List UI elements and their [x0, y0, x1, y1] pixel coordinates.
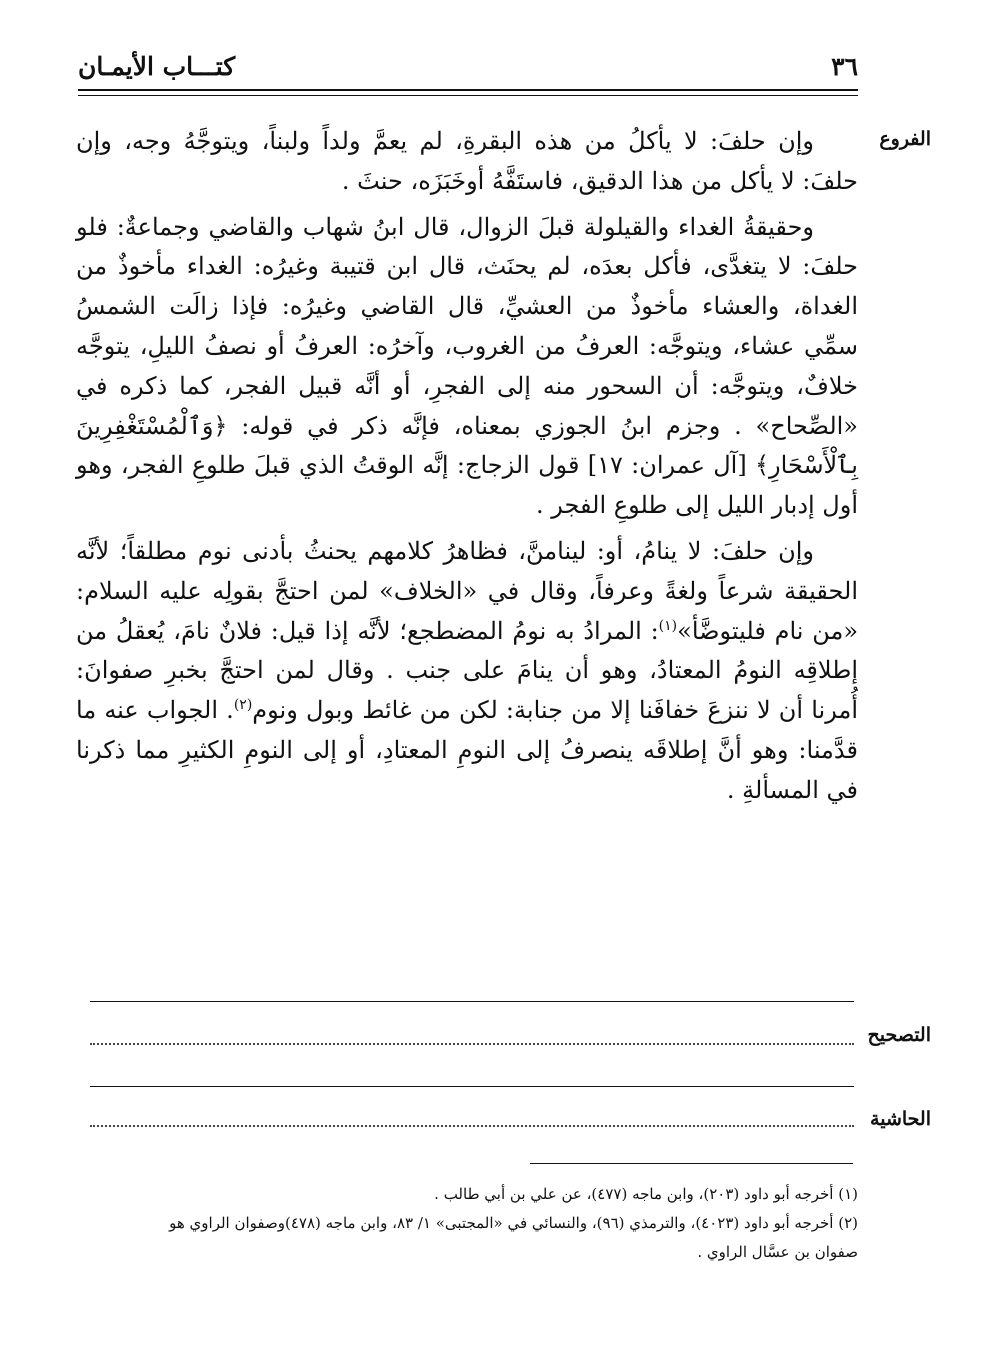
paragraph-2: وحقيقةُ الغداء والقيلولة قبلَ الزوال، قال ابنُ شهاب والقاضي وجماعةٌ: فلو حلفَ: لا يتغدَّى، فأكل بعدَه، لم يحنَث، قال ابن قتيبة وغيرُه: الغداء مأخوذٌ من الغداة، والعشاء مأخوذٌ من العشيِّ، قال القاضي وغيرُه: فإذا زالَت الشمسُ سمِّي عشاء، ويتوجَّه: العرفُ من الغروب، وآخرُه: العرفُ أو نصفُ الليلِ، يتوجَّه خلافٌ، ويتوجَّه: أن السحور منه إلى الفجرِ، أو أنَّه قبيل الفجر، كما ذكره في «الصِّحاح» . وجزم ابنُ الجوزي بمعناه، فإنَّه ذكر في قوله: ﴿وَٱلْمُسْتَغْفِرِينَ بِٱلْأَسْحَارِ﴾ [آل عمران: ١٧] قول الزجاج: إنَّه الوقتُ الذي قبلَ طلوعِ الفجر، وهو أول إدبار الليل إلى طلوعِ الفجر . [76, 212, 858, 520]
page-header [78, 52, 858, 88]
tashih-rule [90, 1001, 854, 1002]
page-number: ٣٦ [831, 52, 858, 81]
footnote-1: (١) أخرجه أبو داود (٢٠٣)، وابن ماجه (٤٧٧)، عن علي بن أبي طالب . [434, 1185, 858, 1203]
footnote-ref-1[interactable]: (١) [658, 617, 678, 634]
paragraph-3-part-3: . الجواب عنه ما قدَّمنا: وهو أنَّ إطلاقَه ينصرفُ إلى النومِ المعتادِ، أو إلى النومِ الكثيرِ مما ذكرنا في المسألةِ . [76, 696, 858, 804]
footnotes [84, 1180, 858, 1267]
footnote-ref-2[interactable]: (٢) [233, 697, 253, 714]
book-title: كتـــاب الأيمـان [78, 52, 236, 81]
margin-label-furu: الفروع [879, 128, 931, 150]
paragraph-3 [76, 532, 858, 811]
header-rule-thin [78, 95, 858, 96]
footnote-2-line-1: (٢) أخرجه أبو داود (٤٠٢٣)، والترمذي (٩٦)، والنسائي في «المجتبى» ١/ ٨٣، وابن ماجه (٤٧٨)وصفوان الراوي هو [169, 1214, 858, 1232]
hashiya-rule [90, 1086, 854, 1087]
paragraph-3-part-2: : المرادُ به نومُ المضطجع؛ لأنَّه إذا قيل: فلانٌ نامَ، يُعقلُ من إطلاقِه النومُ المعتادُ، وهو أن ينامَ على جنب . وقال لمن احتجَّ بخبرِ صفوانَ: أُمرنا أن لا ننزعَ خفافَنا إلا من جنابة: لكن من غائط وبول ونوم [76, 616, 859, 725]
paragraph-1: وإن حلفَ: لا يأكلُ من هذه البقرةِ، لم يعمَّ ولداً ولبناً، ويتوجَّهُ وجه، وإن حلفَ: لا يأكل من هذا الدقيق، فاستَفَّهُ أوخَبَزَه، حنثَ . [76, 127, 858, 195]
margin-label-hashiya: الحاشية [870, 1108, 931, 1130]
paragraph-3-part-1: وإن حلفَ: لا ينامُ، أو: لينامنَّ، فظاهرُ كلامهم يحنثُ بأدنى نوم مطلقاً؛ لأنَّه الحقيقة شرعاً ولغةً وعرفاً، وقال في «الخلاف» لمن احتجَّ بقولِه عليه السلام: «من نام فليتوضَّأ» [76, 536, 859, 645]
footnote-separator [530, 1163, 853, 1164]
main-text [76, 122, 858, 817]
margin-label-tashih: التصحيح [867, 1024, 931, 1046]
tashih-dotted-line [90, 1043, 854, 1045]
hashiya-dotted-line [90, 1125, 854, 1127]
header-rule [78, 89, 858, 91]
footnote-2-line-2: صفوان بن عسَّال الراوي . [697, 1243, 858, 1261]
